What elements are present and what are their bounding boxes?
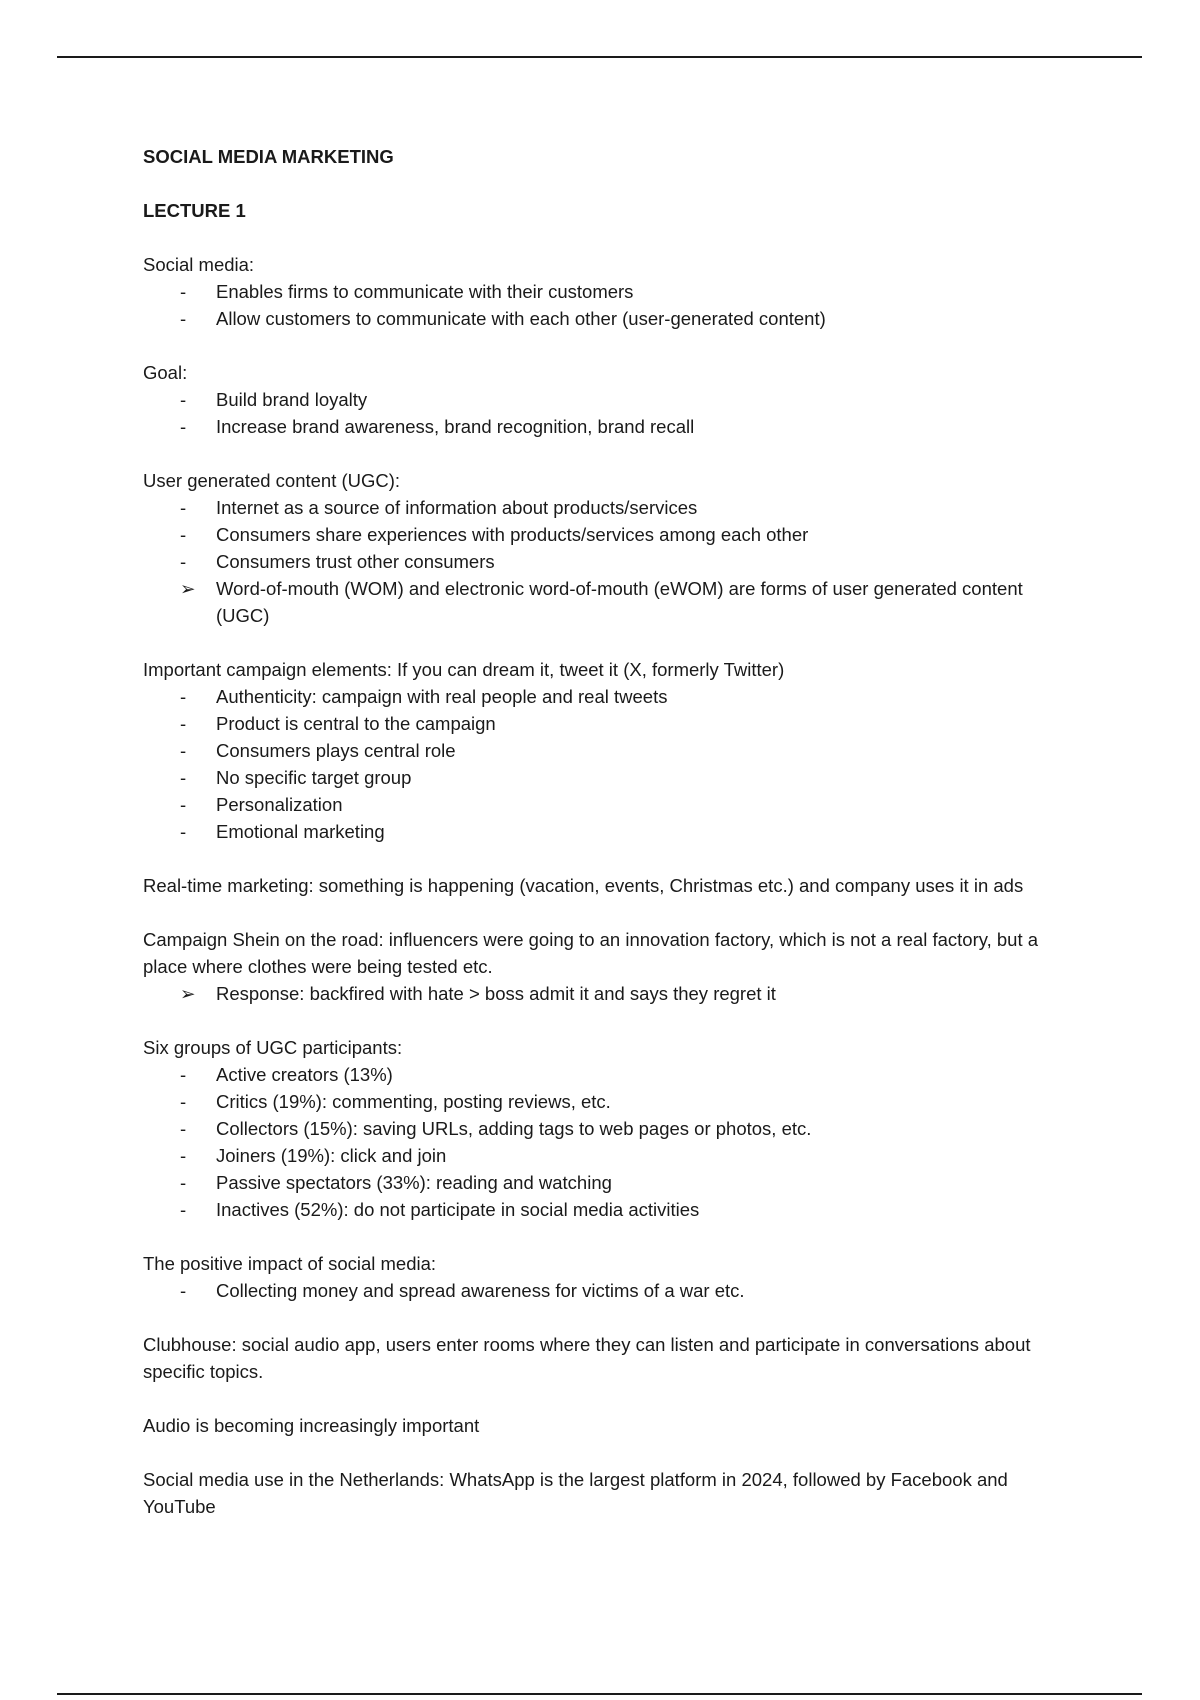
section-heading: Campaign Shein on the road: influencers were going to an innovation factory, which is not a real factory, but a place where clothes were being tested etc.	[143, 929, 1039, 977]
dash-bullet-icon: -	[180, 524, 187, 545]
section-heading: Audio is becoming increasingly important	[143, 1415, 480, 1436]
section-heading: Six groups of UGC participants:	[143, 1037, 403, 1058]
list-item-text: Build brand loyalty	[216, 389, 368, 410]
section	[143, 1250, 1063, 1304]
dash-bullet-icon: -	[180, 1064, 187, 1085]
list-item-text: Collecting money and spread awareness for victims of a war etc.	[216, 1280, 745, 1301]
list-item	[143, 278, 1063, 305]
list-item	[143, 1061, 1063, 1088]
list-item	[143, 1088, 1063, 1115]
bullet-list	[143, 683, 1063, 845]
section	[143, 926, 1063, 1007]
list-item-text: Product is central to the campaign	[216, 713, 496, 734]
list-item	[143, 548, 1063, 575]
section-heading: Important campaign elements: If you can dream it, tweet it (X, formerly Twitter)	[143, 659, 785, 680]
section	[143, 1466, 1063, 1520]
arrow-bullet-icon: ➢	[180, 983, 196, 1004]
dash-bullet-icon: -	[180, 1172, 187, 1193]
list-item-text: No specific target group	[216, 767, 412, 788]
bullet-list	[143, 980, 1063, 1007]
section	[143, 1412, 1063, 1439]
dash-bullet-icon: -	[180, 767, 187, 788]
dash-bullet-icon: -	[180, 740, 187, 761]
list-item	[143, 1277, 1063, 1304]
dash-bullet-icon: -	[180, 821, 187, 842]
bullet-list	[143, 494, 1063, 629]
list-item-text: Joiners (19%): click and join	[216, 1145, 447, 1166]
list-item	[143, 1115, 1063, 1142]
document-title: SOCIAL MEDIA MARKETING	[143, 146, 394, 167]
list-item	[143, 818, 1063, 845]
list-item	[143, 386, 1063, 413]
dash-bullet-icon: -	[180, 1118, 187, 1139]
list-item	[143, 494, 1063, 521]
list-item	[143, 1196, 1063, 1223]
dash-bullet-icon: -	[180, 416, 187, 437]
dash-bullet-icon: -	[180, 551, 187, 572]
list-item	[143, 1142, 1063, 1169]
list-item-text: Emotional marketing	[216, 821, 385, 842]
list-item-text: Enables firms to communicate with their customers	[216, 281, 634, 302]
bullet-list	[143, 1277, 1063, 1304]
section	[143, 656, 1063, 845]
list-item-text: Allow customers to communicate with each other (user-generated content)	[216, 308, 826, 329]
list-item	[143, 764, 1063, 791]
list-item	[143, 710, 1063, 737]
arrow-bullet-icon: ➢	[180, 578, 196, 599]
list-item	[143, 980, 1063, 1007]
list-item-text: Internet as a source of information about products/services	[216, 497, 698, 518]
section-heading: Real-time marketing: something is happening (vacation, events, Christmas etc.) and company uses it in ads	[143, 875, 1024, 896]
dash-bullet-icon: -	[180, 281, 187, 302]
list-item-text: Word-of-mouth (WOM) and electronic word-of-mouth (eWOM) are forms of user generated content (UGC)	[216, 578, 1023, 626]
list-item-text: Collectors (15%): saving URLs, adding tags to web pages or photos, etc.	[216, 1118, 812, 1139]
dash-bullet-icon: -	[180, 713, 187, 734]
dash-bullet-icon: -	[180, 1145, 187, 1166]
dash-bullet-icon: -	[180, 794, 187, 815]
list-item	[143, 305, 1063, 332]
section-heading: Clubhouse: social audio app, users enter rooms where they can listen and participate in conversations about specific topics.	[143, 1334, 1031, 1382]
list-item	[143, 683, 1063, 710]
section	[143, 1034, 1063, 1223]
section	[143, 872, 1063, 899]
list-item-text: Consumers trust other consumers	[216, 551, 495, 572]
dash-bullet-icon: -	[180, 1280, 187, 1301]
bullet-list	[143, 1061, 1063, 1223]
section	[143, 251, 1063, 332]
list-item-text: Passive spectators (33%): reading and watching	[216, 1172, 612, 1193]
dash-bullet-icon: -	[180, 1091, 187, 1112]
list-item-text: Critics (19%): commenting, posting reviews, etc.	[216, 1091, 611, 1112]
lecture-heading: LECTURE 1	[143, 200, 246, 221]
list-item	[143, 521, 1063, 548]
list-item	[143, 575, 1063, 629]
sections-container	[143, 251, 1063, 1520]
list-item-text: Consumers plays central role	[216, 740, 456, 761]
section-heading: Goal:	[143, 362, 188, 383]
top-rule	[57, 56, 1142, 58]
dash-bullet-icon: -	[180, 389, 187, 410]
list-item	[143, 737, 1063, 764]
section	[143, 1331, 1063, 1385]
list-item-text: Personalization	[216, 794, 343, 815]
list-item	[143, 791, 1063, 818]
section	[143, 359, 1063, 440]
section-heading: Social media:	[143, 254, 255, 275]
list-item-text: Authenticity: campaign with real people and real tweets	[216, 686, 668, 707]
list-item-text: Response: backfired with hate > boss admit it and says they regret it	[216, 983, 776, 1004]
list-item-text: Inactives (52%): do not participate in social media activities	[216, 1199, 700, 1220]
list-item-text: Consumers share experiences with products/services among each other	[216, 524, 809, 545]
document-body	[143, 143, 1063, 1547]
section-heading: User generated content (UGC):	[143, 470, 401, 491]
dash-bullet-icon: -	[180, 308, 187, 329]
bottom-rule	[57, 1693, 1142, 1695]
list-item-text: Active creators (13%)	[216, 1064, 393, 1085]
section-heading: Social media use in the Netherlands: WhatsApp is the largest platform in 2024, followed by Facebook and YouTube	[143, 1469, 1008, 1517]
bullet-list	[143, 278, 1063, 332]
list-item-text: Increase brand awareness, brand recognition, brand recall	[216, 416, 695, 437]
dash-bullet-icon: -	[180, 497, 187, 518]
section-heading: The positive impact of social media:	[143, 1253, 437, 1274]
bullet-list	[143, 386, 1063, 440]
list-item	[143, 1169, 1063, 1196]
list-item	[143, 413, 1063, 440]
dash-bullet-icon: -	[180, 686, 187, 707]
dash-bullet-icon: -	[180, 1199, 187, 1220]
section	[143, 467, 1063, 629]
